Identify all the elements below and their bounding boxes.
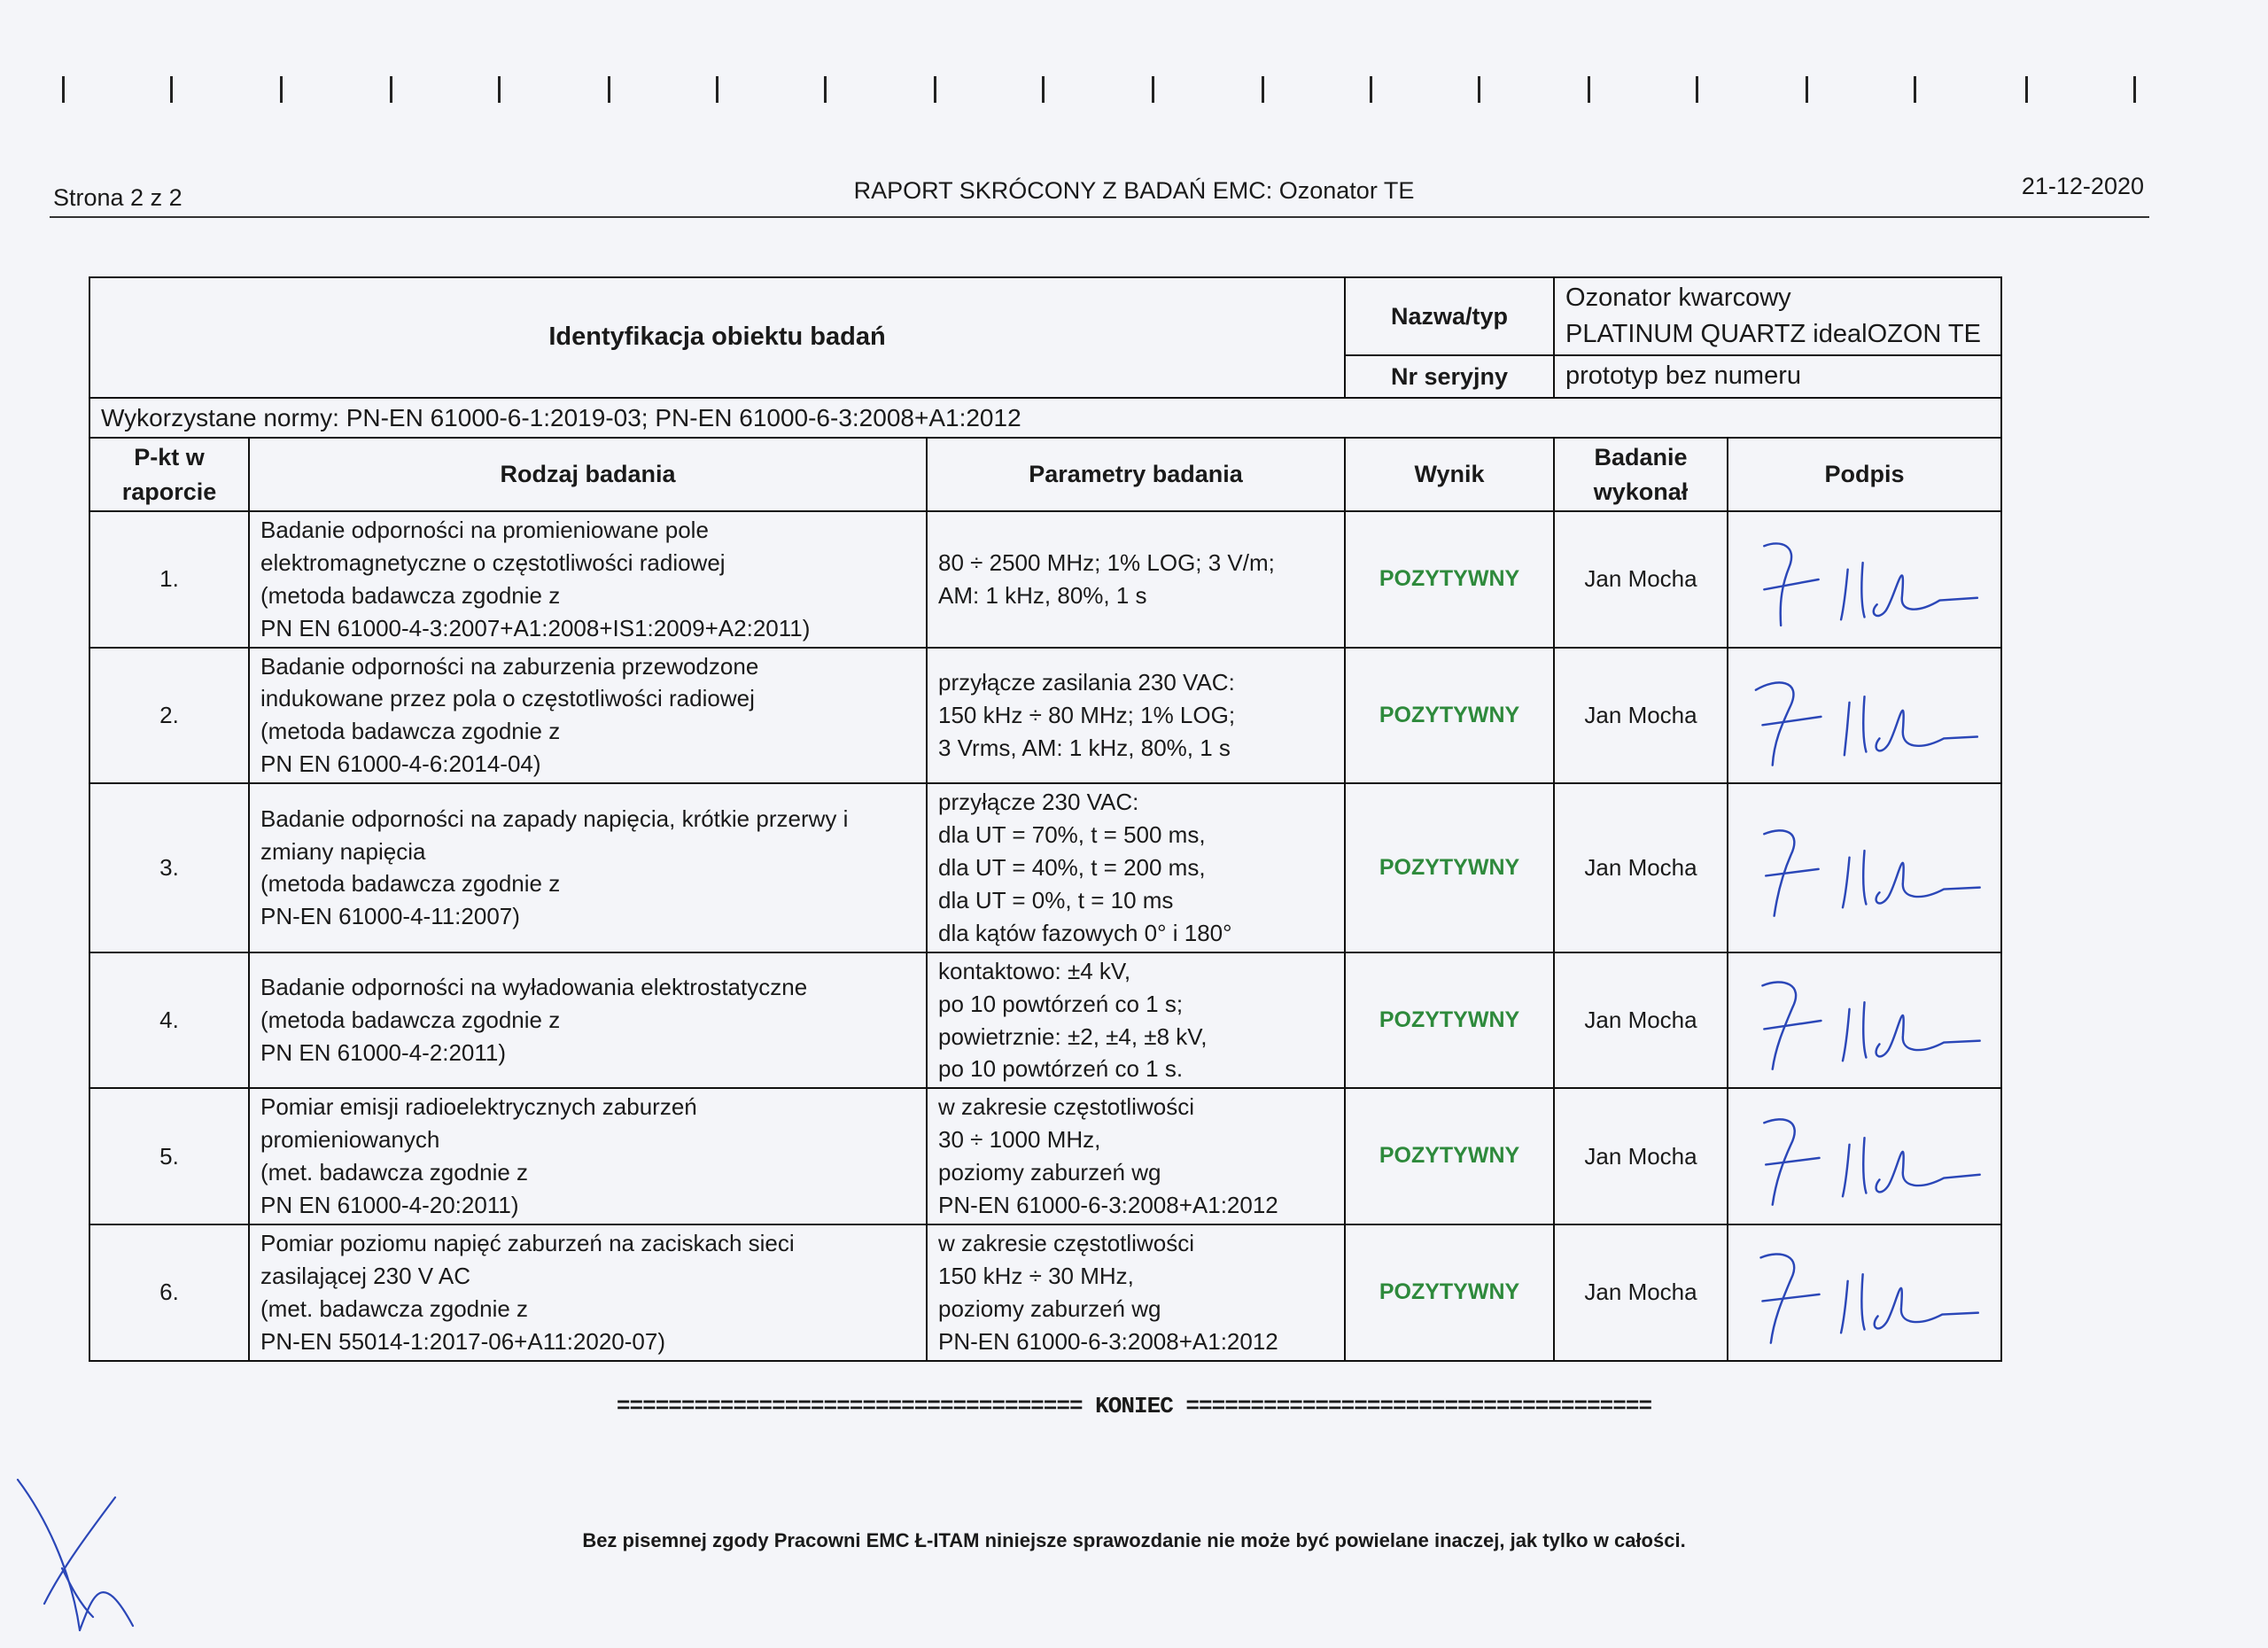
- hole-mark: [1478, 76, 1480, 103]
- hole-mark: [1806, 76, 1808, 103]
- signature-image: [1739, 1095, 1990, 1217]
- end-marker: ==================================== KONIEC ====================================: [616, 1393, 1652, 1419]
- signature: [1728, 511, 2001, 648]
- header-rule: [50, 216, 2149, 218]
- hole-mark: [1696, 76, 1698, 103]
- table-row: [89, 648, 2001, 784]
- row-number: 1.: [89, 511, 249, 648]
- hole-mark: [390, 76, 392, 103]
- row-number: 6.: [89, 1224, 249, 1361]
- test-type: Badanie odporności na promieniowane pole elektromagnetyczne o częstotliwości radiowej (metoda badawcza zgodnie z PN EN 61000-4-3:2007+A1:2008+IS1:2009+A2:2011): [249, 511, 927, 648]
- hole-mark: [934, 76, 936, 103]
- serial-number-value: prototyp bez numeru: [1554, 355, 2001, 397]
- report-date: 21-12-2020: [2021, 173, 2144, 199]
- hole-mark: [1042, 76, 1045, 103]
- hole-mark: [2025, 76, 2028, 103]
- hole-mark: [62, 76, 65, 103]
- footer-note: Bez pisemnej zgody Pracowni EMC Ł-ITAM niniejsze sprawozdanie nie może być powielane inaczej, jak tylko w całości.: [582, 1529, 1686, 1551]
- hole-mark: [1370, 76, 1372, 103]
- col-header-signature: Podpis: [1728, 438, 2001, 511]
- test-performer: Jan Mocha: [1554, 511, 1728, 648]
- test-type: Badanie odporności na zapady napięcia, krótkie przerwy i zmiany napięcia (metoda badawcza zgodnie z PN-EN 61000-4-11:2007): [249, 783, 927, 952]
- test-results-table: [89, 276, 2002, 1362]
- name-type-label: Nazwa/typ: [1345, 277, 1554, 355]
- norms-used: Wykorzystane normy: PN-EN 61000-6-1:2019-03; PN-EN 61000-6-3:2008+A1:2012: [89, 398, 2001, 439]
- test-result: POZYTYWNY: [1345, 648, 1554, 784]
- hole-mark: [824, 76, 827, 103]
- row-number: 3.: [89, 783, 249, 952]
- col-header-type: Rodzaj badania: [249, 438, 927, 511]
- signature-image: [1739, 806, 1990, 929]
- hole-mark: [1588, 76, 1590, 103]
- table-row: [89, 952, 2001, 1089]
- test-result: POZYTYWNY: [1345, 511, 1554, 648]
- col-header-result: Wynik: [1345, 438, 1554, 511]
- test-parameters: w zakresie częstotliwości 30 ÷ 1000 MHz, poziomy zaburzeń wg PN-EN 61000-6-3:2008+A1:2012: [927, 1088, 1345, 1224]
- signature-image: [1739, 960, 1990, 1082]
- test-result: POZYTYWNY: [1345, 1088, 1554, 1224]
- test-type: Pomiar poziomu napięć zaburzeń na zaciskach sieci zasilającej 230 V AC (met. badawcza zgodnie z PN-EN 55014-1:2017-06+A11:2020-07): [249, 1224, 927, 1361]
- col-header-num: P-kt w raporcie: [89, 438, 249, 511]
- signature: [1728, 783, 2001, 952]
- test-type: Badanie odporności na wyładowania elektrostatyczne (metoda badawcza zgodnie z PN EN 61000-4-2:2011): [249, 952, 927, 1089]
- col-header-params: Parametry badania: [927, 438, 1345, 511]
- hole-mark: [1914, 76, 1916, 103]
- signature: [1728, 1224, 2001, 1361]
- hole-mark: [498, 76, 501, 103]
- hole-mark: [608, 76, 610, 103]
- signature: [1728, 1088, 2001, 1224]
- row-number: 2.: [89, 648, 249, 784]
- hole-mark: [280, 76, 283, 103]
- row-number: 5.: [89, 1088, 249, 1224]
- hole-mark: [1152, 76, 1154, 103]
- test-performer: Jan Mocha: [1554, 648, 1728, 784]
- test-parameters: przyłącze 230 VAC: dla UT = 70%, t = 500 ms, dla UT = 40%, t = 200 ms, dla UT = 0%, t = 10 ms dla kątów fazowych 0° i 180°: [927, 783, 1345, 952]
- name-type-value: Ozonator kwarcowy PLATINUM QUARTZ idealOZON TE: [1554, 277, 2001, 355]
- test-parameters: 80 ÷ 2500 MHz; 1% LOG; 3 V/m; AM: 1 kHz, 80%, 1 s: [927, 511, 1345, 648]
- initials-mark: [9, 1462, 142, 1648]
- table-row: [89, 1088, 2001, 1224]
- test-result: POZYTYWNY: [1345, 783, 1554, 952]
- signature: [1728, 952, 2001, 1089]
- test-performer: Jan Mocha: [1554, 783, 1728, 952]
- signature-image: [1739, 1232, 1990, 1354]
- page-number: Strona 2 z 2: [53, 184, 183, 211]
- col-header-performer: Badanie wykonał: [1554, 438, 1728, 511]
- row-number: 4.: [89, 952, 249, 1089]
- binding-hole-marks: [0, 76, 2268, 105]
- report-title: RAPORT SKRÓCONY Z BADAŃ EMC: Ozonator TE: [853, 177, 1415, 204]
- table-row: [89, 511, 2001, 648]
- test-performer: Jan Mocha: [1554, 952, 1728, 1089]
- signature-image: [1739, 518, 1990, 641]
- hole-mark: [716, 76, 718, 103]
- signature: [1728, 648, 2001, 784]
- test-performer: Jan Mocha: [1554, 1224, 1728, 1361]
- signature-image: [1739, 654, 1990, 776]
- table-row: [89, 1224, 2001, 1361]
- identification-label: Identyfikacja obiektu badań: [89, 277, 1345, 398]
- hole-mark: [2133, 76, 2136, 103]
- hole-mark: [1262, 76, 1264, 103]
- test-type: Badanie odporności na zaburzenia przewodzone indukowane przez pola o częstotliwości radiowej (metoda badawcza zgodnie z PN EN 61000-4-6:2014-04): [249, 648, 927, 784]
- hole-mark: [170, 76, 173, 103]
- test-parameters: przyłącze zasilania 230 VAC: 150 kHz ÷ 80 MHz; 1% LOG; 3 Vrms, AM: 1 kHz, 80%, 1 s: [927, 648, 1345, 784]
- test-parameters: kontaktowo: ±4 kV, po 10 powtórzeń co 1 s; powietrznie: ±2, ±4, ±8 kV, po 10 powtórzeń co 1 s.: [927, 952, 1345, 1089]
- serial-number-label: Nr seryjny: [1345, 355, 1554, 397]
- table-row: [89, 783, 2001, 952]
- test-performer: Jan Mocha: [1554, 1088, 1728, 1224]
- test-result: POZYTYWNY: [1345, 952, 1554, 1089]
- test-type: Pomiar emisji radioelektrycznych zaburzeń promieniowanych (met. badawcza zgodnie z PN EN 61000-4-20:2011): [249, 1088, 927, 1224]
- test-parameters: w zakresie częstotliwości 150 kHz ÷ 30 MHz, poziomy zaburzeń wg PN-EN 61000-6-3:2008+A1:2012: [927, 1224, 1345, 1361]
- test-result: POZYTYWNY: [1345, 1224, 1554, 1361]
